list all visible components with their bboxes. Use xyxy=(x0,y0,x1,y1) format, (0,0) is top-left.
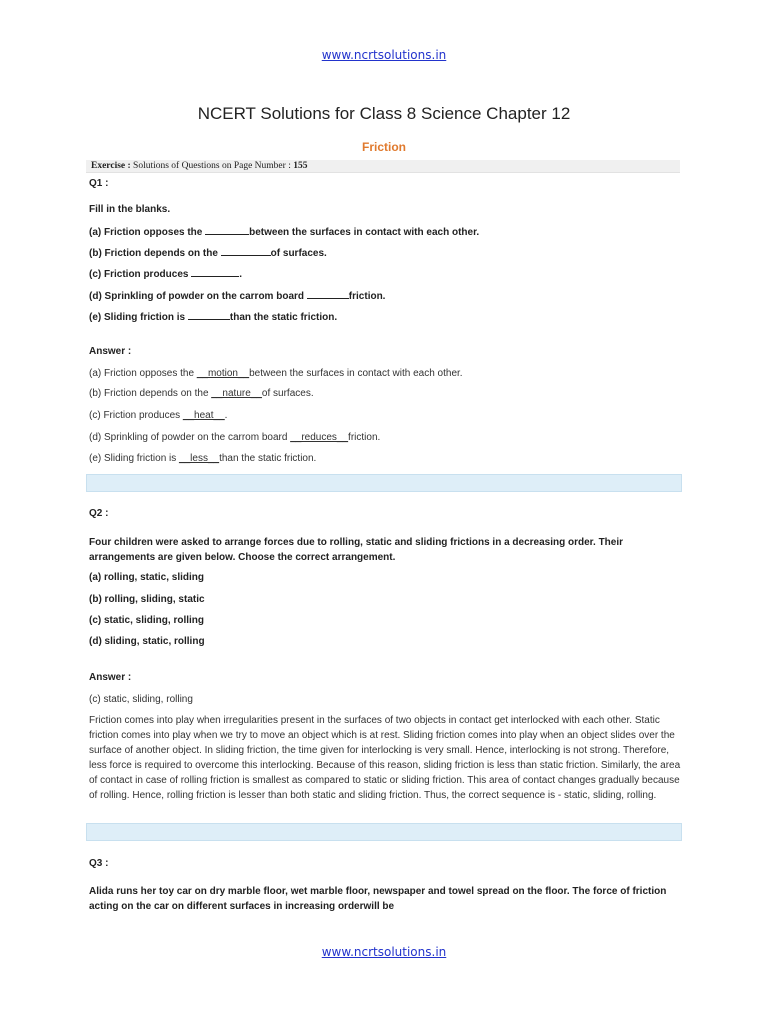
q1-item-d-pre: (d) Sprinkling of powder on the carrom board xyxy=(89,291,307,302)
q1-item-e-post: than the static friction. xyxy=(229,312,338,323)
q1-answer-d-pre: (d) Sprinkling of powder on the carrom board xyxy=(89,432,291,443)
q1-answer-a-post: between the surfaces in contact with each other. xyxy=(249,368,463,379)
q2-question: Four children were asked to arrange forces due to rolling, static and sliding frictions in a decreasing order. Their arrangements are given below. Choose the correct arrangement. xyxy=(89,537,624,563)
exercise-label: Exercise : xyxy=(91,161,131,171)
q1-item-a xyxy=(89,225,689,238)
q1-label: Q1 : xyxy=(89,178,109,189)
q3-question: Alida runs her toy car on dry marble floor, wet marble floor, newspaper and towel spread on the floor. The force of friction acting on the car on different surfaces in increasing orderwill be xyxy=(89,886,667,912)
exercise-bar xyxy=(86,160,680,173)
q1-item-e xyxy=(89,310,689,323)
q2-explanation: Friction comes into play when irregularities present in the surfaces of two objects in contact get interlocked with each other. Static friction comes into play when we try to move an object which is at rest. Sliding friction comes into play when an object slides over the surface of another object. In sliding friction, the time given for interlocking is very small. Hence, interlocking is not strong. Therefore, less force is required to overcome this interlocking. Because of this reason, sliding friction is less than static friction. Similarly, the area of contact in case of rolling friction is smallest as compared to static or sliding friction. This area of contact changes gradually because of rolling. Hence, rolling friction is lesser than both static and sliding friction. Thus, the correct sequence is - static, sliding, rolling. xyxy=(89,715,681,801)
q1-item-c-post: . xyxy=(239,269,243,280)
blank-line xyxy=(205,225,249,235)
blank-line xyxy=(221,246,271,256)
exercise-page: 155 xyxy=(293,161,308,171)
q2-option-b: (b) rolling, sliding, static xyxy=(89,594,205,605)
q2-option-d: (d) sliding, static, rolling xyxy=(89,636,205,647)
q1-intro: Fill in the blanks. xyxy=(89,204,171,215)
q1-answer-e-fill: __less__ xyxy=(179,453,220,464)
q1-item-a-pre: (a) Friction opposes the xyxy=(89,227,206,238)
q2-option-a: (a) rolling, static, sliding xyxy=(89,572,205,583)
q1-answer-d-fill: __reduces__ xyxy=(290,432,349,443)
q1-answer-e-pre: (e) Sliding friction is xyxy=(89,453,180,464)
q1-item-d-post: friction. xyxy=(348,291,386,302)
q1-answer-a xyxy=(89,368,689,379)
q3-label: Q3 : xyxy=(89,858,109,869)
q1-item-b xyxy=(89,246,689,259)
q2-label: Q2 : xyxy=(89,508,109,519)
q1-answer-d xyxy=(89,432,689,443)
q2-option-c: (c) static, sliding, rolling xyxy=(89,615,205,626)
q1-answer-c-pre: (c) Friction produces xyxy=(89,410,183,421)
q1-item-e-pre: (e) Sliding friction is xyxy=(89,312,188,323)
blank-line xyxy=(188,310,230,320)
q1-answer-b-pre: (b) Friction depends on the xyxy=(89,388,212,399)
q1-item-b-post: of surfaces. xyxy=(270,248,327,259)
blank-line xyxy=(307,289,349,299)
blank-line xyxy=(191,267,239,277)
q1-answer-b xyxy=(89,388,689,399)
q1-item-d xyxy=(89,289,689,302)
q1-answer-c-fill: __heat__ xyxy=(182,410,225,421)
q1-item-c-pre: (c) Friction produces xyxy=(89,269,192,280)
exercise-text: Solutions of Questions on Page Number : xyxy=(130,161,294,171)
q1-answer-label: Answer : xyxy=(89,346,132,357)
q1-answer-d-post: friction. xyxy=(348,432,381,443)
header-site-link[interactable]: www.ncrtsolutions.in xyxy=(321,48,447,62)
q1-answer-e-post: than the static friction. xyxy=(219,453,317,464)
q1-answer-a-fill: __motion__ xyxy=(196,368,250,379)
q1-item-c xyxy=(89,267,689,280)
q1-answer-a-pre: (a) Friction opposes the xyxy=(89,368,197,379)
page-title: NCERT Solutions for Class 8 Science Chapter 12 xyxy=(197,104,571,123)
q1-item-b-pre: (b) Friction depends on the xyxy=(89,248,221,259)
section-separator xyxy=(86,823,682,841)
q1-answer-e xyxy=(89,453,689,464)
section-separator xyxy=(86,474,682,492)
q1-answer-b-post: of surfaces. xyxy=(261,388,314,399)
chapter-subtitle: Friction xyxy=(362,140,406,154)
q2-answer-label: Answer : xyxy=(89,672,132,683)
q2-answer: (c) static, sliding, rolling xyxy=(89,694,193,705)
q1-answer-b-fill: __nature__ xyxy=(211,388,262,399)
q1-answer-c-post: . xyxy=(224,410,228,421)
footer-site-link[interactable]: www.ncrtsolutions.in xyxy=(321,945,447,959)
q1-answer-c xyxy=(89,410,689,421)
q1-item-a-post: between the surfaces in contact with each other. xyxy=(249,227,480,238)
